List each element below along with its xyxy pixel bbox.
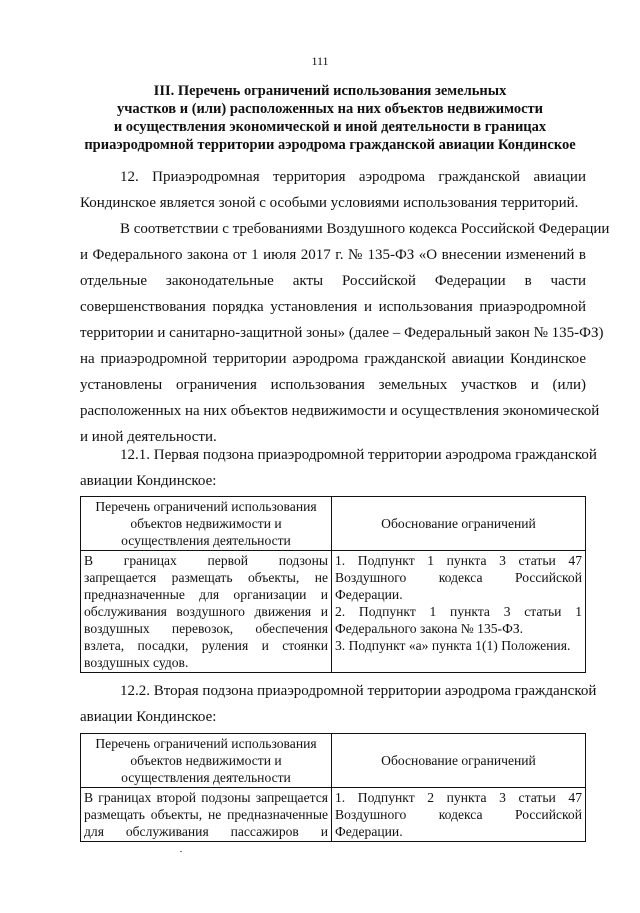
cell-line: В границах второй подзоны запрещается (84, 790, 328, 805)
section-heading (80, 82, 580, 154)
cell-line: Федерации. (335, 824, 403, 839)
header-line: Перечень ограничений использования (95, 499, 317, 514)
paragraph-12 (80, 164, 586, 216)
text-line: авиации Кондинское: (80, 709, 217, 725)
cell-line: 1. Подпункт 1 пункта 3 статьи 47 (335, 553, 582, 568)
text-line: В соответствии с требованиями Воздушного кодекса Российской Федерации (120, 221, 610, 237)
cell-line: обслуживания воздушного движения и (84, 604, 328, 619)
cell-line: Федерации. (335, 587, 403, 602)
restriction-cell (81, 551, 332, 673)
cell-line: размещать объекты, не предназначенные (84, 807, 328, 822)
header-line: осуществления деятельности (121, 770, 291, 785)
text-line: на приаэродромной территории аэродрома гражданской авиации Кондинское (80, 351, 586, 367)
header-justification: Обоснование ограничений (332, 734, 586, 788)
cell-line: для обслуживания пассажиров и (84, 824, 328, 839)
justification-cell (332, 788, 586, 842)
cell-line: взлета, посадки, руления и стоянки (84, 638, 328, 653)
cell-line: 2. Подпункт 1 пункта 3 статьи 1 (335, 604, 582, 619)
header-restrictions (81, 734, 332, 788)
text-line: 12. Приаэродромная территория аэродрома гражданской авиации (120, 169, 586, 185)
text-line: авиации Кондинское: (80, 473, 217, 489)
text-line: и иной деятельности. (80, 429, 217, 445)
text-line: установлены ограничения использования земельных участков и (или) (80, 377, 586, 393)
cell-line: 3. Подпункт «а» пункта 1(1) Положения. (335, 638, 571, 653)
subzone-2-restrictions-table (80, 733, 586, 842)
text-line: и Федерального закона от 1 июля 2017 г. № 135-ФЗ «О внесении изменений в (80, 247, 586, 263)
cell-line: предназначенные для организации и (84, 587, 328, 602)
header-line: объектов недвижимости и (130, 753, 282, 768)
text-line: 12.2. Вторая подзона приаэродромной территории аэродрома гражданской (120, 683, 597, 699)
cell-line: Воздушного кодекса Российской (335, 807, 582, 822)
table-header-row (81, 497, 586, 551)
paragraph-legal-basis (80, 216, 610, 450)
header-line: Перечень ограничений использования (95, 736, 317, 751)
restriction-cell (81, 788, 332, 842)
text-line: отдельные законодательные акты Российской Федерации в части (80, 273, 586, 289)
cell-line: Федерального закона № 135-ФЗ. (335, 621, 524, 636)
heading-line: участков и (или) расположенных на них объектов недвижимости (116, 101, 543, 117)
cell-line: Воздушного кодекса Российской (335, 570, 582, 585)
cell-line: В границах первой подзоны (84, 553, 328, 568)
cell-line: запрещается размещать объекты, не (84, 570, 328, 585)
header-line: объектов недвижимости и (130, 516, 282, 531)
cell-line: 1. Подпункт 2 пункта 3 статьи 47 (335, 790, 582, 805)
heading-line: и осуществления экономической и иной деятельности в границах (113, 119, 547, 135)
table-row (81, 551, 586, 673)
page-number: 111 (311, 54, 329, 68)
heading-line: III. Перечень ограничений использования земельных (153, 83, 507, 99)
text-line: 12.1. Первая подзона приаэродромной территории аэродрома гражданской (120, 447, 597, 463)
justification-cell (332, 551, 586, 673)
cell-line: воздушных перевозок, обеспечения (84, 621, 328, 636)
heading-line: приаэродромной территории аэродрома гражданской авиации Кондинское (84, 137, 576, 153)
header-restrictions (81, 497, 332, 551)
header-line: осуществления деятельности (121, 533, 291, 548)
scan-speck (180, 851, 182, 852)
text-line: Кондинское является зоной с особыми условиями использования территорий. (80, 195, 579, 211)
subzone-1-restrictions-table (80, 496, 586, 673)
text-line: совершенствования порядка установления и использования приаэродромной (80, 299, 586, 315)
paragraph-12-1 (80, 442, 597, 494)
table-row (81, 788, 586, 842)
table-header-row (81, 734, 586, 788)
cell-line: воздушных судов. (84, 655, 189, 670)
paragraph-12-2 (80, 678, 597, 730)
text-line: территории и санитарно-защитной зоны» (далее – Федеральный закон № 135-ФЗ) (80, 325, 604, 341)
text-line: расположенных на них объектов недвижимости и осуществления экономической (80, 403, 600, 419)
header-justification: Обоснование ограничений (332, 497, 586, 551)
